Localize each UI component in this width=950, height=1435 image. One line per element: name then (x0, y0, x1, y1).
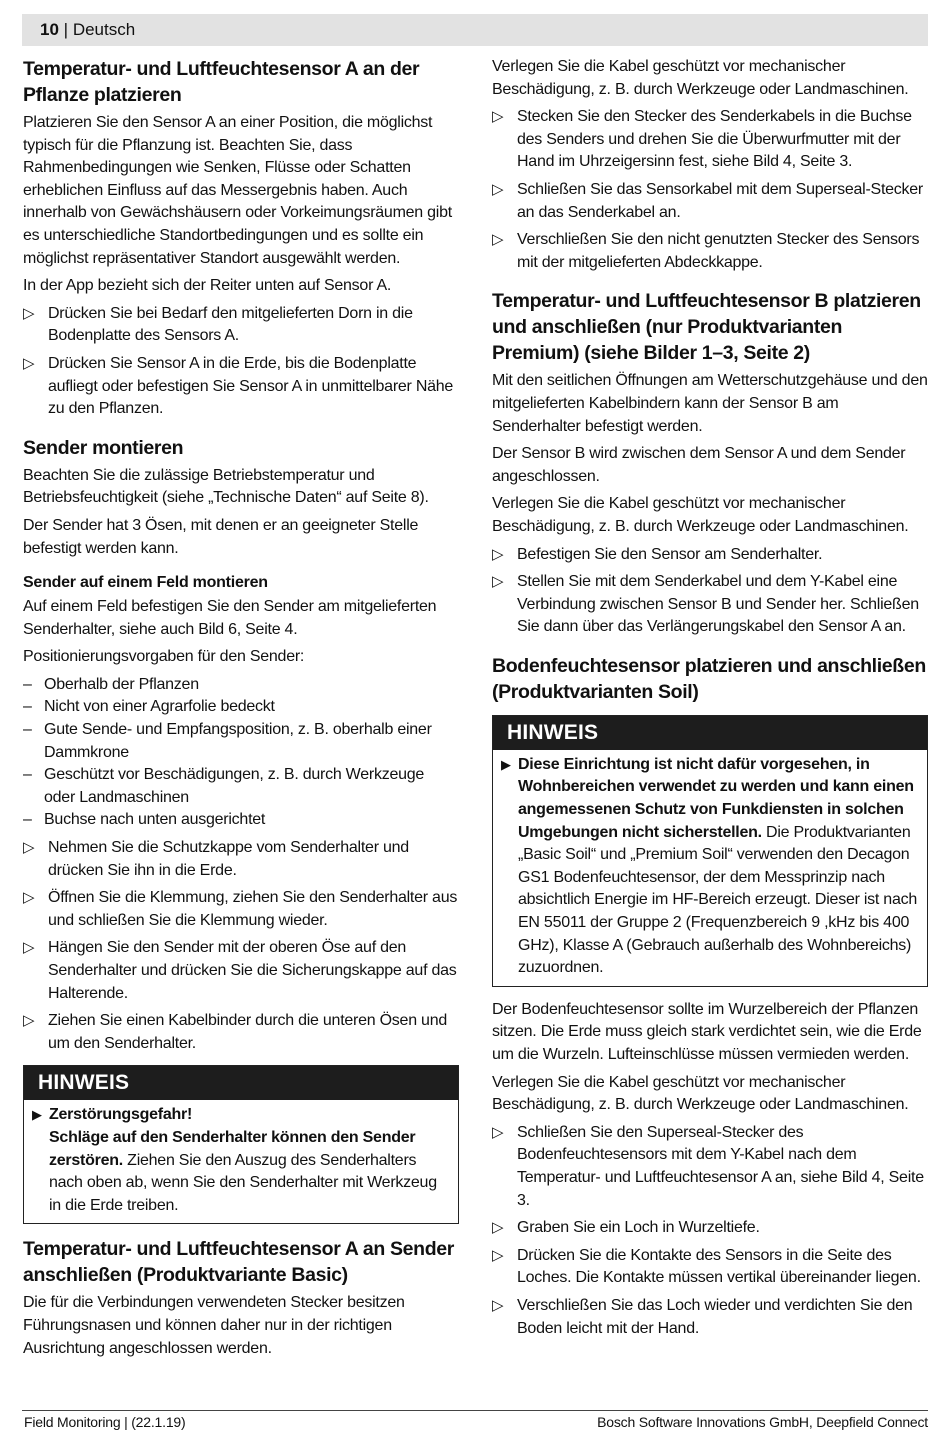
notice-warning-detail: Schläge auf den Senderhalter können den Sender zerstören. (49, 1128, 416, 1169)
subheading-feld: Sender auf einem Feld montieren (23, 574, 268, 592)
step-triangle-icon: ▷ (23, 304, 35, 322)
step-item: ▷ Drücken Sie die Kontakte des Sensors in die Seite des Loches. Die Kontakte müssen vertikal übereinander liegen. (492, 1246, 921, 1287)
heading-sensor-a-placement: Temperatur- und Luftfeuchtesensor A an der Pflanze platzieren (23, 58, 420, 106)
footer-left: Field Monitoring | (22.1.19) (24, 1414, 186, 1430)
header-language: Deutsch (72, 20, 136, 39)
page-number: 10 (40, 20, 59, 39)
dash-item: – Gute Sende- und Empfangsposition, z. B. oberhalb einer Dammkrone (23, 721, 432, 761)
dash-icon: – (23, 721, 32, 739)
notice-text: Die Produktvarianten „Basic Soil“ und „Premium Soil“ verwenden den Decagon GS1 Bodenfeuchtesensor, der dem Messprinzip nach absichtlich Energie im HF-Bereich erzeugt. Dieser ist nach EN 55011 der Gruppe 2 (Frequenzbereich 9 ,kHz bis 400 GHz), Klasse A (Gebrauch außerhalb des Wohnbereichs) zuzuordnen. (518, 823, 917, 977)
header-separator: | (63, 20, 69, 39)
notice-warning: Zerstörungsgefahr! (49, 1106, 193, 1124)
step-item: ▷ Verschließen Sie den nicht genutzten Stecker des Sensors mit der mitgelieferten Abdeckkappe. (492, 231, 920, 271)
step-item: ▷ Verschließen Sie das Loch wieder und verdichten Sie den Boden leicht mit der Hand. (492, 1296, 913, 1337)
step-triangle-icon: ▷ (492, 1123, 504, 1141)
paragraph: In der App bezieht sich der Reiter unten auf Sensor A. (23, 277, 392, 295)
step-item: ▷ Öffnen Sie die Klemmung, ziehen Sie den Senderhalter aus und schließen Sie die Klemmung wieder. (23, 889, 458, 929)
step-triangle-icon: ▷ (492, 1219, 504, 1237)
step-item: ▷ Ziehen Sie einen Kabelbinder durch die unteren Ösen und um den Senderhalter. (23, 1012, 447, 1052)
step-triangle-icon: ▷ (492, 180, 504, 198)
notice-box (492, 715, 928, 987)
heading-sensor-b: Temperatur- und Luftfeuchtesensor B platzieren und anschließen (nur Produktvarianten Premium) (siehe Bilder 1–3, Seite 2) (492, 290, 921, 365)
step-triangle-icon: ▷ (23, 889, 35, 907)
left-column (23, 56, 459, 1365)
paragraph: Verlegen Sie die Kabel geschützt vor mechanischer Beschädigung, z. B. durch Werkzeuge oder Landmaschinen. (492, 1073, 909, 1114)
paragraph: Der Bodenfeuchtesensor sollte im Wurzelbereich der Pflanzen sitzen. Die Erde muss gleich stark verdichtet sein, wie die Erde um die Wurzeln. Lufteinschlüsse müssen vermieden werden. (492, 1000, 922, 1063)
notice-arrow-icon: ▶ (501, 756, 511, 772)
dash-icon: – (23, 698, 32, 716)
page-header (22, 14, 928, 46)
step-triangle-icon: ▷ (492, 1296, 504, 1314)
step-triangle-icon: ▷ (492, 231, 504, 249)
paragraph: Der Sensor B wird zwischen dem Sensor A und dem Sender angeschlossen. (492, 445, 906, 485)
notice-body (493, 750, 927, 986)
dash-item: – Oberhalb der Pflanzen (23, 674, 459, 697)
step-item: ▷ Schließen Sie das Sensorkabel mit dem Superseal-Stecker an das Senderkabel an. (492, 180, 924, 221)
paragraph: Platzieren Sie den Sensor A an einer Position, die möglichst typisch für die Pflanzung ist. Beachten Sie, dass Rahmenbedingungen wie Senken, Flüsse oder Schatten erheblichen Einfluss auf das Messergebnis haben. Auch innerhalb von Gewächshäusern oder Vorkeimungsräumen gibt es unterschiedliche Standortbedingungen und es sollte ein möglichst repräsentativer Standort ausgewählt werden. (23, 114, 452, 267)
paragraph: Mit den seitlichen Öffnungen am Wetterschutzgehäuse und den mitgelieferten Kabelbindern kann der Sensor B am Senderhalter befestigt werden. (492, 372, 928, 435)
dash-item: – Buchse nach unten ausgerichtet (23, 809, 459, 832)
dash-item: – Nicht von einer Agrarfolie bedeckt (23, 696, 459, 719)
heading-bodenfeuchtesensor: Bodenfeuchtesensor platzieren und anschließen (Produktvarianten Soil) (492, 654, 926, 703)
step-triangle-icon: ▷ (23, 839, 35, 857)
step-triangle-icon: ▷ (23, 1012, 35, 1030)
step-item: ▷ Stellen Sie mit dem Senderkabel und dem Y-Kabel eine Verbindung zwischen Sensor B und Sender her. Schließen Sie dann über das Verlängerungskabel den Sensor A an. (492, 573, 919, 636)
notice-title: HINWEIS (24, 1066, 458, 1100)
paragraph: Die für die Verbindungen verwendeten Stecker besitzen Führungsnasen und können daher nur in der richtigen Ausrichtung angeschlossen werden. (23, 1294, 405, 1357)
notice-warning: Diese Einrichtung ist nicht dafür vorgesehen, in Wohnbereichen verwendet zu werden und kann einen angemessenen Schutz von Funkdiensten in solchen Umgebungen nicht sicherstellen. (518, 755, 914, 841)
step-item: ▷ Hängen Sie den Sender mit der oberen Öse auf den Senderhalter und drücken Sie die Sicherungskappe auf das Halterende. (23, 939, 457, 1002)
paragraph: Positionierungsvorgaben für den Sender: (23, 648, 305, 666)
dash-item: – Geschützt vor Beschädigungen, z. B. durch Werkzeuge oder Landmaschinen (23, 766, 425, 806)
notice-box (23, 1065, 459, 1224)
footer-divider (22, 1410, 928, 1411)
dash-icon: – (23, 766, 32, 784)
notice-arrow-icon: ▶ (32, 1107, 42, 1123)
notice-title: HINWEIS (493, 716, 927, 750)
step-triangle-icon: ▷ (492, 108, 504, 126)
step-item: ▷ Befestigen Sie den Sensor am Senderhalter. (492, 544, 928, 567)
paragraph: Auf einem Feld befestigen Sie den Sender am mitgelieferten Senderhalter, siehe auch Bild 6, Seite 4. (23, 598, 437, 638)
dash-icon: – (23, 811, 32, 829)
notice-text: Ziehen Sie den Auszug des Senderhalters nach oben ab, wenn Sie den Senderhalter mit Werkzeug in die Erde treiben. (49, 1151, 437, 1214)
paragraph: Verlegen Sie die Kabel geschützt vor mechanischer Beschädigung, z. B. durch Werkzeuge oder Landmaschinen. (492, 58, 909, 98)
step-triangle-icon: ▷ (492, 1246, 504, 1264)
heading-sender-montieren: Sender montieren (23, 436, 184, 459)
step-triangle-icon: ▷ (492, 573, 504, 591)
step-triangle-icon: ▷ (23, 354, 35, 372)
step-item: ▷ Drücken Sie Sensor A in die Erde, bis die Bodenplatte aufliegt oder befestigen Sie Sensor A in unmittelbarer Nähe zu den Pflanzen. (23, 354, 454, 418)
footer-right: Bosch Software Innovations GmbH, Deepfield Connect (597, 1414, 928, 1430)
paragraph: Der Sender hat 3 Ösen, mit denen er an geeigneter Stelle befestigt werden kann. (23, 516, 419, 557)
step-triangle-icon: ▷ (23, 939, 35, 957)
step-item: ▷ Graben Sie ein Loch in Wurzeltiefe. (492, 1217, 928, 1240)
step-item: ▷ Nehmen Sie die Schutzkappe vom Senderhalter und drücken Sie ihn in die Erde. (23, 839, 409, 879)
heading-sensor-a-basic: Temperatur- und Luftfeuchtesensor A an Sender anschließen (Produktvariante Basic) (23, 1238, 454, 1287)
step-item: ▷ Drücken Sie bei Bedarf den mitgelieferten Dorn in die Bodenplatte des Sensors A. (23, 304, 413, 345)
step-triangle-icon: ▷ (492, 545, 504, 563)
step-item: ▷ Schließen Sie den Superseal-Stecker des Bodenfeuchtesensors mit dem Y-Kabel nach dem Temperatur- und Luftfeuchtesensor A an, siehe Bild 4, Seite 3. (492, 1123, 924, 1209)
dash-icon: – (23, 675, 32, 693)
right-column (492, 56, 928, 1345)
step-item: ▷ Stecken Sie den Stecker des Senderkabels in die Buchse des Senders und drehen Sie die Überwurfmutter mit der Hand im Uhrzeigersinn fest, siehe Bild 4, Seite 3. (492, 108, 912, 171)
notice-body (24, 1100, 458, 1223)
paragraph: Verlegen Sie die Kabel geschützt vor mechanischer Beschädigung, z. B. durch Werkzeuge oder Landmaschinen. (492, 495, 909, 535)
paragraph: Beachten Sie die zulässige Betriebstemperatur und Betriebsfeuchtigkeit (siehe „Technische Daten“ auf Seite 8). (23, 466, 429, 507)
